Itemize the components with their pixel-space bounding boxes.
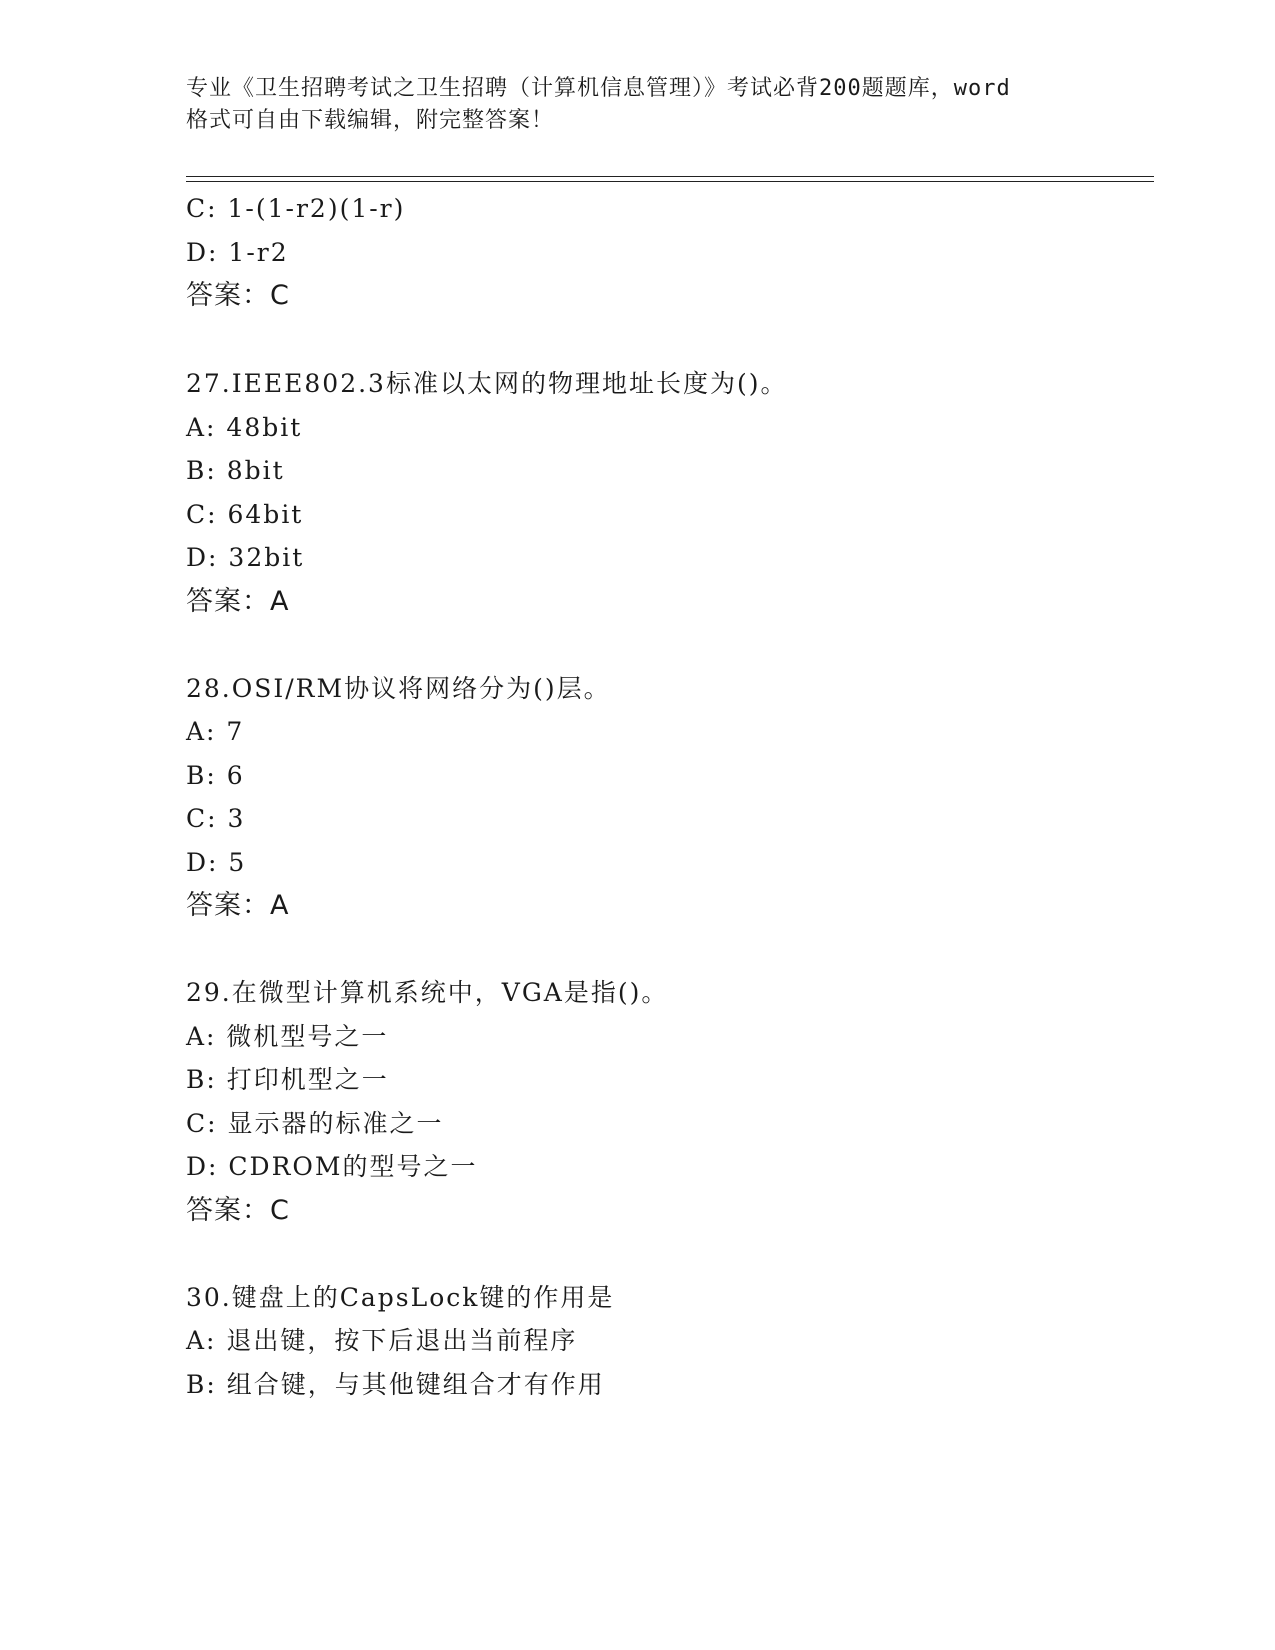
header-title-line-2: 格式可自由下载编辑，附完整答案！ bbox=[186, 108, 555, 133]
q29-option-c: C: 显示器的标准之一 bbox=[186, 1109, 444, 1138]
q27-option-d: D: 32bit bbox=[186, 543, 305, 572]
q29-option-a: A: 微机型号之一 bbox=[186, 1022, 389, 1051]
q29-option-b: B: 打印机型之一 bbox=[186, 1065, 389, 1094]
q27-option-a: A: 48bit bbox=[186, 413, 303, 442]
q27-stem: 27.IEEE802.3标准以太网的物理地址长度为()。 bbox=[186, 369, 788, 398]
q28-option-d: D: 5 bbox=[186, 848, 247, 877]
q28-option-b: B: 6 bbox=[186, 761, 245, 790]
q28-answer: 答案：A bbox=[186, 890, 290, 921]
q29-answer: 答案：C bbox=[186, 1195, 290, 1226]
q30-option-a: A: 退出键，按下后退出当前程序 bbox=[186, 1326, 578, 1355]
document-header bbox=[186, 73, 1086, 137]
q30-stem: 30.键盘上的CapsLock键的作用是 bbox=[186, 1283, 615, 1312]
q28-stem: 28.OSI/RM协议将网络分为()层。 bbox=[186, 674, 611, 703]
prev-option-c: C: 1-(1-r2)(1-r) bbox=[186, 194, 406, 223]
prev-option-d: D: 1-r2 bbox=[186, 238, 289, 267]
q29-option-d: D: CDROM的型号之一 bbox=[186, 1152, 478, 1181]
q30-option-b: B: 组合键，与其他键组合才有作用 bbox=[186, 1370, 605, 1399]
q28-option-c: C: 3 bbox=[186, 804, 246, 833]
q28-option-a: A: 7 bbox=[186, 717, 245, 746]
prev-answer: 答案：C bbox=[186, 280, 290, 311]
header-divider-top bbox=[186, 176, 1154, 177]
header-title-line-1: 专业《卫生招聘考试之卫生招聘（计算机信息管理）》考试必背200题题库，word bbox=[186, 76, 1011, 101]
q27-option-c: C: 64bit bbox=[186, 500, 304, 529]
q27-option-b: B: 8bit bbox=[186, 456, 285, 485]
header-divider-bottom bbox=[186, 181, 1154, 182]
q27-answer: 答案：A bbox=[186, 586, 290, 617]
q29-stem: 29.在微型计算机系统中，VGA是指()。 bbox=[186, 978, 669, 1007]
